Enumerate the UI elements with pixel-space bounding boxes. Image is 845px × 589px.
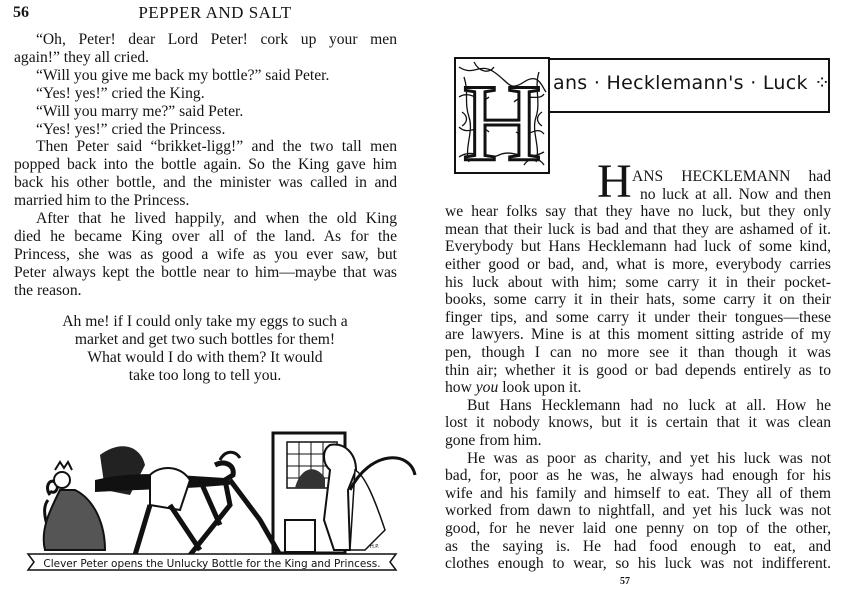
text-line: Peter always kept the bottle near to him—maybe that was	[14, 263, 397, 281]
text-line: back his other bottle, and the minister was called in and	[14, 174, 397, 192]
text-line: Then Peter said “brikket-ligg!” and the two tall men	[36, 138, 397, 156]
text-line: his luck about with him; some carry it in their pocket-	[445, 273, 831, 291]
text-line: are lawyers. Mine is at this moment sitting astride of my	[445, 326, 831, 344]
text-line: “Will you give me back my bottle?” said Peter.	[36, 66, 330, 84]
text-line: no luck at all. Now and then	[640, 185, 831, 203]
page-number-left: 56	[13, 4, 29, 21]
italic-word: you	[475, 379, 499, 397]
running-head: PEPPER AND SALT	[138, 3, 292, 22]
text-line: But Hans Hecklemann had no luck at all. How he	[467, 396, 831, 414]
text-line: He was as poor as charity, and yet his luck was not	[467, 449, 831, 467]
text-line: mean that their luck is bad and that they are ashamed of it.	[445, 220, 831, 238]
text-line: worked from dawn to nightfall, and yet his luck was not	[445, 502, 831, 520]
text-line: either good or bad, and, what is more, everybody carries	[445, 256, 831, 273]
illustration-figures	[44, 433, 415, 555]
text-line: thin air; whether it is good or bad depends entirely as to	[445, 361, 831, 379]
text-line: popped back into the bottle again. So the King gave him	[14, 156, 397, 174]
text-line: as the saying is. He had food enough to eat, and	[445, 537, 831, 555]
text-line: pen, though I can no more see it than though it was	[445, 344, 831, 361]
decorated-initial-h	[454, 57, 550, 174]
text-line: wife and his family and himself to eat. They all of them	[445, 484, 831, 502]
illustration-caption: Clever Peter opens the Unlucky Bottle for the King and Princess.	[43, 558, 381, 570]
text-line: books, some carry it in their hats, some carry it on their	[445, 291, 831, 309]
text-line: good, for he never laid one penny on top of the other,	[445, 520, 831, 537]
text-segment: look upon it.	[502, 379, 582, 397]
chapter-title: ans · Hecklemann's · Luck ⁘	[553, 72, 831, 94]
text-line: gone from him.	[445, 432, 542, 449]
text-line: died he became King over all of the land. As for the	[14, 227, 397, 245]
illustration-peter-bottle	[0, 420, 420, 580]
illustration-monogram: H.P.	[370, 544, 380, 550]
text-line: Everybody but Hans Hecklemann had luck of some kind,	[445, 238, 831, 256]
page-number-right: 57	[620, 576, 630, 587]
text-line: married him to the Princess.	[14, 192, 190, 210]
text-line: finger tips, and some carry it under their tongues—these	[445, 308, 831, 326]
text-line: we hear folks say that they have no luck, but they only	[445, 203, 831, 221]
text-line: “Oh, Peter! dear Lord Peter! cork up your men	[36, 31, 397, 48]
text-line: ANS HECKLEMANN had	[632, 168, 831, 185]
initial-letter: H	[462, 62, 542, 174]
text-line: After that he lived happily, and when the old King	[36, 210, 397, 227]
text-line: the reason.	[14, 281, 82, 299]
text-line: Princess, she was as good a wife as you ever saw, but	[14, 245, 397, 263]
text-line	[445, 379, 831, 397]
text-line: “Yes! yes!” cried the King.	[36, 84, 205, 102]
text-line: “Yes! yes!” cried the Princess.	[36, 120, 226, 138]
text-line: “Will you marry me?” said Peter.	[36, 102, 244, 120]
poem-line: take too long to tell you.	[128, 367, 282, 384]
text-line: clothes enough to wear, so his luck was not indifferent.	[445, 555, 831, 573]
drop-cap: H	[597, 155, 632, 208]
text-line: lost it nobody knows, but it is certain that it was clean	[445, 414, 831, 432]
poem-line: What would I do with them? It would	[87, 349, 323, 366]
poem-line: Ah me! if I could only take my eggs to such a	[62, 313, 348, 330]
text-line: bad, for, poor as he was, he always had enough for his	[445, 467, 831, 485]
text-line: again!” they all cried.	[14, 48, 150, 66]
text-segment: how	[445, 379, 472, 397]
poem-line: market and get two such bottles for them!	[74, 331, 336, 348]
